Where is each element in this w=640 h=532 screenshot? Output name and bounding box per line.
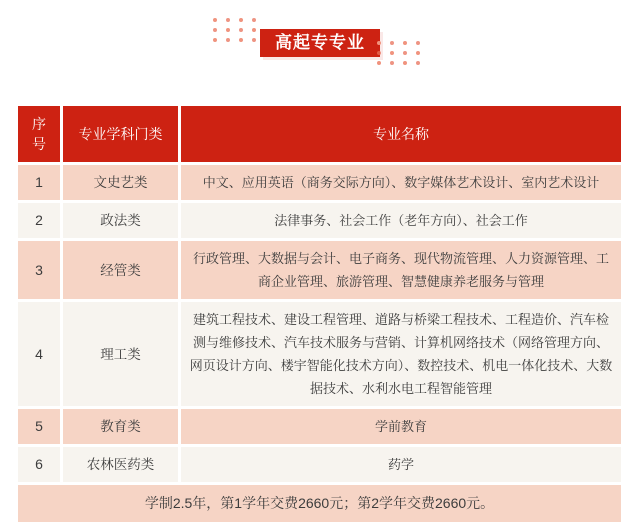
footer-row: [18, 485, 621, 522]
row-category: 文史艺类: [63, 165, 178, 200]
dot-icon: [403, 41, 407, 45]
tuition-note: 学制2.5年，第1学年交费2660元；第2学年交费2660元。: [18, 485, 621, 522]
dot-icon: [239, 28, 243, 32]
row-majors: 行政管理、大数据与会计、电子商务、现代物流管理、人力资源管理、工商企业管理、旅游管理、智慧健康养老服务与管理: [181, 241, 621, 299]
dot-icon: [390, 51, 394, 55]
dot-icon: [239, 38, 243, 42]
row-seq: 5: [18, 409, 60, 444]
row-category: 经管类: [63, 241, 178, 299]
dot-icon: [403, 61, 407, 65]
row-majors: 建筑工程技术、建设工程管理、道路与桥梁工程技术、工程造价、汽车检测与维修技术、汽车技术服务与营销、计算机网络技术（网络管理方向、网页设计方向、楼宇智能化技术方向）、数控技术、机电一体化技术、大数据技术、水利水电工程智能管理: [181, 302, 621, 406]
dot-icon: [213, 38, 217, 42]
dot-icon: [390, 41, 394, 45]
table-row: [18, 165, 621, 200]
dot-icon: [252, 18, 256, 22]
dot-icon: [377, 41, 381, 45]
dot-icon: [252, 38, 256, 42]
dot-icon: [403, 51, 407, 55]
dot-icon: [226, 18, 230, 22]
dot-icon: [416, 61, 420, 65]
header-category: 专业学科门类: [63, 106, 178, 162]
dot-icon: [416, 51, 420, 55]
section-badge: 高起专专业: [260, 29, 380, 57]
row-majors: 药学: [181, 447, 621, 482]
dot-icon: [252, 28, 256, 32]
row-majors: 学前教育: [181, 409, 621, 444]
row-seq: 6: [18, 447, 60, 482]
row-category: 理工类: [63, 302, 178, 406]
dot-icon: [377, 61, 381, 65]
table-row: [18, 203, 621, 238]
table-row: [18, 409, 621, 444]
header-seq: 序号: [18, 106, 60, 162]
table-row: [18, 447, 621, 482]
majors-table: [15, 103, 624, 525]
dot-grid-right-icon: [377, 41, 429, 71]
row-seq: 2: [18, 203, 60, 238]
row-category: 政法类: [63, 203, 178, 238]
table-row: [18, 302, 621, 406]
dot-icon: [377, 51, 381, 55]
dot-grid-left-icon: [213, 18, 265, 48]
row-majors: 中文、应用英语（商务交际方向）、数字媒体艺术设计、室内艺术设计: [181, 165, 621, 200]
banner: [0, 0, 640, 103]
row-category: 农林医药类: [63, 447, 178, 482]
table-row: [18, 241, 621, 299]
row-category: 教育类: [63, 409, 178, 444]
dot-icon: [213, 18, 217, 22]
dot-icon: [213, 28, 217, 32]
row-majors: 法律事务、社会工作（老年方向）、社会工作: [181, 203, 621, 238]
dot-icon: [226, 28, 230, 32]
row-seq: 3: [18, 241, 60, 299]
dot-icon: [390, 61, 394, 65]
dot-icon: [226, 38, 230, 42]
row-seq: 1: [18, 165, 60, 200]
header-majors: 专业名称: [181, 106, 621, 162]
dot-icon: [416, 41, 420, 45]
dot-icon: [239, 18, 243, 22]
majors-table-wrap: [0, 103, 640, 525]
row-seq: 4: [18, 302, 60, 406]
header-row: [18, 106, 621, 162]
